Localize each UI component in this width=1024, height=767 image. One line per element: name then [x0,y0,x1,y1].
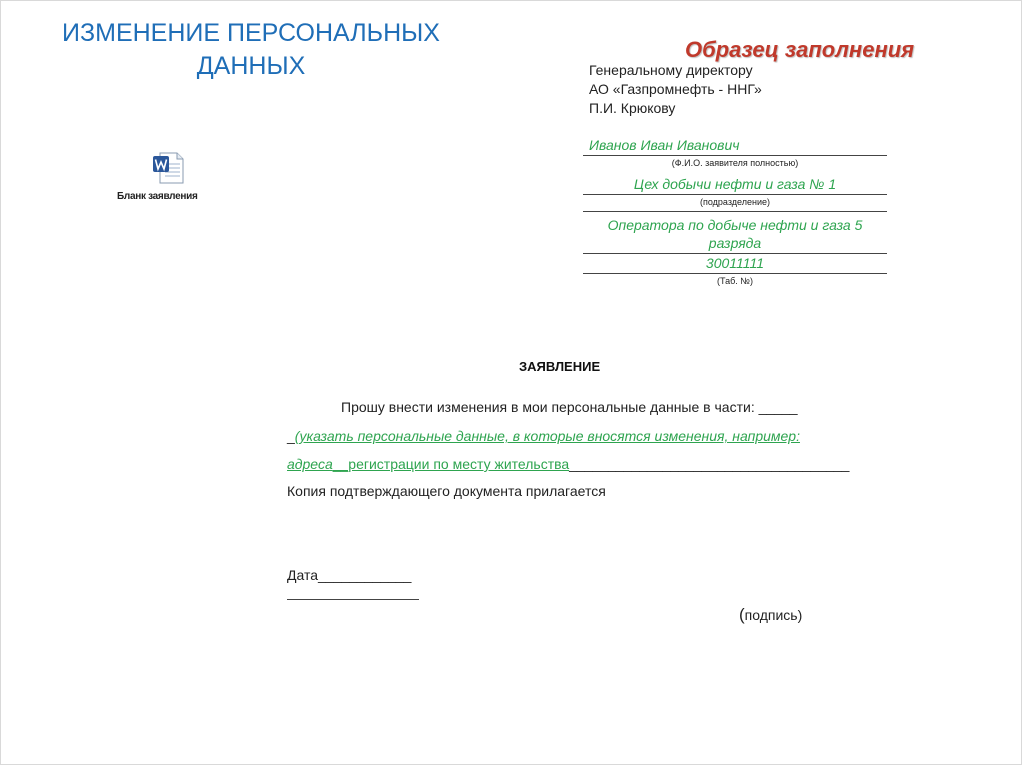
division-value: Цех добычи нефти и газа № 1 [633,176,837,192]
date-label: Дата [287,567,319,583]
position-field [583,210,887,254]
signature-caption [739,605,802,625]
division-caption: (подразделение) [700,197,770,207]
word-document-icon[interactable] [151,151,185,185]
statement-line3 [287,456,850,472]
addressee-line2: АО «Газпромнефть - ННГ» [589,81,762,97]
applicant-name-field [583,136,887,168]
statement-heading: ЗАЯВЛЕНИЕ [519,359,601,374]
statement-line3-tail: ____________________________________ [569,456,850,472]
signature-line [287,599,419,600]
field-underline [583,211,887,212]
addressee-line1: Генеральному директору [589,62,753,78]
addressee-line3: П.И. Крюкову [589,100,676,116]
sample-label: Образец заполнения [685,37,915,62]
slide-title-line1: ИЗМЕНЕНИЕ ПЕРСОНАЛЬНЫХ [62,19,440,47]
applicant-name-value: Иванов Иван Иванович [589,137,740,153]
statement-line2 [287,428,847,444]
slide-title [41,17,461,83]
division-field [583,175,887,207]
word-document-label[interactable]: Бланк заявления [117,191,198,202]
field-underline [583,273,887,274]
field-underline [583,155,887,156]
statement-line4: Копия подтверждающего документа прилагается [287,483,606,499]
tab-number-caption: (Таб. №) [717,276,753,286]
date-blank: ____________ [318,567,412,583]
date-field [287,567,847,583]
statement-line3-hint: адреса [287,456,333,472]
statement-line3-text: __регистрации по месту жительства [332,456,570,472]
statement-line2-hint: (указать персональные данные, в которые вносятся изменения, например: [294,428,800,444]
statement-line1: Прошу внести изменения в мои персональные данные в части: _____ [341,399,798,415]
field-underline [583,194,887,195]
applicant-name-caption: (Ф.И.О. заявителя полностью) [671,158,799,168]
tab-number-field [583,254,887,286]
signature-paren: ( [739,605,745,624]
addressee-block [589,61,762,118]
signature-caption-text: подпись) [744,607,803,623]
slide-title-line2: ДАННЫХ [196,52,306,80]
position-value: Оператора по добыче нефти и газа 5 разряда [607,217,863,251]
tab-number-value: 30011111 [705,255,765,271]
statement-line2-prefix: _ [287,428,295,444]
